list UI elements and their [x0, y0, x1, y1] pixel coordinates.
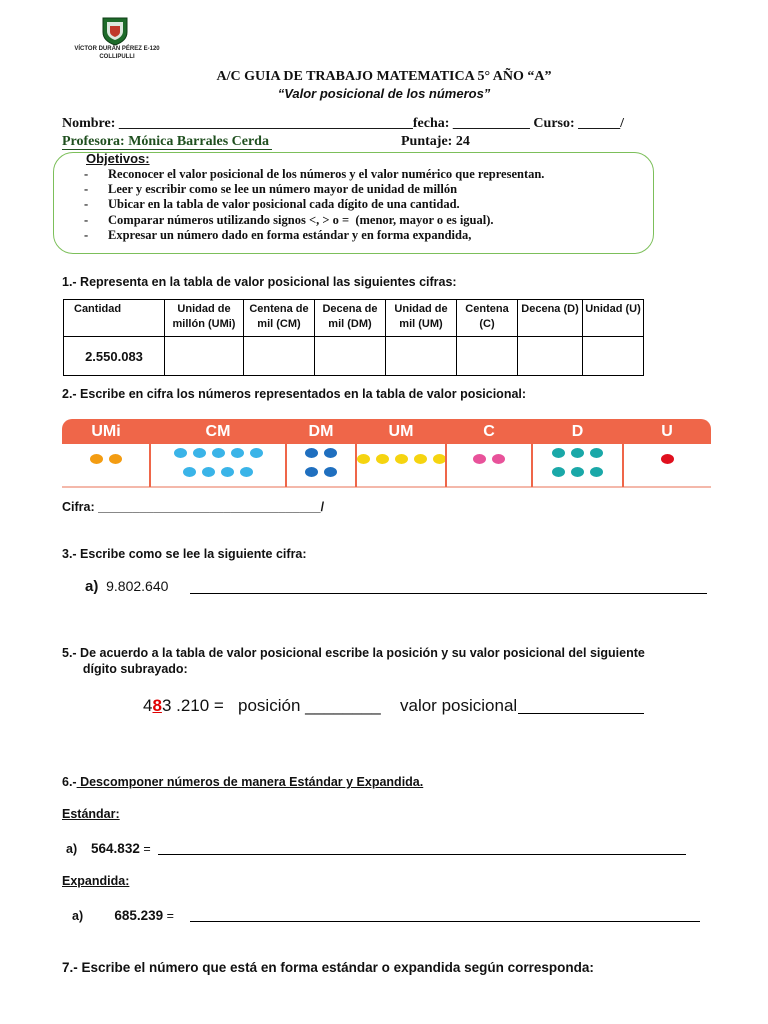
- chart-column-separator: [531, 419, 533, 487]
- profesora-name: Mónica Barrales Cerda: [128, 134, 273, 149]
- chart-column-label: UM: [388, 423, 414, 440]
- question-3: 3.- Escribe como se lee la siguiente cifra:: [62, 547, 307, 561]
- objective-item: - Leer y escribir como se lee un número mayor de unidad de millón: [84, 182, 458, 197]
- header-umi: Unidad de millón (UMi): [165, 300, 244, 337]
- chart-dot: [473, 454, 486, 464]
- objective-item: - Comparar números utilizando signos <, > o = (menor, mayor o es igual).: [84, 212, 494, 227]
- equals-sign: =: [163, 909, 178, 923]
- chart-dot: [174, 448, 187, 458]
- answer-cell-d[interactable]: [518, 337, 583, 376]
- school-name-line2: COLLIPULLI: [99, 54, 135, 60]
- document-subtitle: “Valor posicional de los números”: [277, 86, 491, 101]
- chart-dot: [231, 448, 244, 458]
- chart-column-separator: [355, 419, 357, 487]
- chart-dot: [305, 448, 318, 458]
- chart-dot: [376, 454, 389, 464]
- chart-column-separator: [445, 419, 447, 487]
- answer-cell-um[interactable]: [386, 337, 457, 376]
- number-suffix-posicion: 3 .210 = posición ________: [161, 696, 381, 715]
- question-5-line2: dígito subrayado:: [62, 662, 188, 676]
- chart-column-um: [356, 419, 446, 487]
- chart-dot: [183, 467, 196, 477]
- answer-cell-cm[interactable]: [244, 337, 315, 376]
- header-dm: Decena de mil (DM): [315, 300, 386, 337]
- expandida-heading: Expandida:: [62, 874, 130, 888]
- chart-column-label: DM: [308, 423, 334, 440]
- objective-item: - Ubicar en la tabla de valor posicional cada dígito de una cantidad.: [84, 197, 460, 212]
- puntaje: Puntaje: 24: [401, 134, 470, 149]
- header-cm: Centena de mil (CM): [244, 300, 315, 337]
- chart-dot: [357, 454, 370, 464]
- question-5-line1: 5.- De acuerdo a la tabla de valor posicional escribe la posición y su valor posicional del siguiente: [62, 646, 645, 660]
- chart-column-label: C: [483, 423, 495, 440]
- chart-column-u: [623, 419, 711, 487]
- chart-dot: [492, 454, 505, 464]
- chart-dot: [433, 454, 446, 464]
- objective-item: - Reconocer el valor posicional de los números y el valor numérico que representan.: [84, 167, 545, 181]
- chart-column-label: UMi: [91, 423, 121, 440]
- chart-dot: [552, 448, 565, 458]
- answer-line[interactable]: [190, 921, 700, 922]
- chart-column-d: [532, 419, 623, 487]
- answer-line[interactable]: [190, 593, 707, 594]
- question-6: [62, 775, 423, 789]
- objective-item: - Expresar un número dado en forma estándar y en forma expandida,: [84, 227, 472, 242]
- estandar-heading: Estándar:: [62, 807, 120, 821]
- nombre-fecha-curso-line: Nombre: __________________________________________fecha: ___________ Curso: ______/: [62, 116, 625, 131]
- estandar-item: [66, 841, 151, 856]
- chart-column-label: D: [571, 423, 584, 440]
- question-6-number: 6.-: [62, 775, 77, 789]
- chart-dot: [414, 454, 427, 464]
- document-title: A/C GUIA DE TRABAJO MATEMATICA 5° AÑO “A”: [216, 69, 552, 84]
- chart-dot: [221, 467, 234, 477]
- answer-cell-c[interactable]: [457, 337, 518, 376]
- chart-dot: [305, 467, 318, 477]
- chart-dot: [571, 448, 584, 458]
- chart-column-dm: [286, 419, 356, 487]
- chart-dot: [324, 467, 337, 477]
- chart-dot: [212, 448, 225, 458]
- underlined-digit-number: [143, 696, 381, 716]
- school-name-line1: VÍCTOR DURÁN PÉREZ E-120: [74, 46, 160, 52]
- answer-line[interactable]: [158, 854, 686, 855]
- valor-posicional-label: valor posicional: [400, 696, 522, 715]
- chart-column-label: CM: [205, 423, 231, 440]
- header-c: Centena (C): [457, 300, 518, 337]
- question-1: 1.- Representa en la tabla de valor posicional las siguientes cifras:: [62, 275, 457, 289]
- chart-dot: [250, 448, 263, 458]
- chart-dot: [240, 467, 253, 477]
- chart-dot: [202, 467, 215, 477]
- chart-column-separator: [285, 419, 287, 487]
- profesora-label: Profesora:: [62, 134, 129, 149]
- question-3a: [85, 578, 168, 595]
- expandida-item: [72, 908, 177, 923]
- question-2: 2.- Escribe en cifra los números representados en la tabla de valor posicional:: [62, 387, 527, 401]
- underlined-digit: 8: [152, 696, 162, 715]
- item-label: a): [66, 842, 78, 856]
- chart-column-umi: [62, 419, 150, 487]
- place-value-table: [63, 299, 644, 376]
- question-7: 7.- Escribe el número que está en forma estándar o expandida según corresponda:: [62, 960, 594, 975]
- cifra-answer-line: Cifra: ________________________________/: [62, 500, 325, 514]
- item-label: a): [72, 909, 84, 923]
- chart-dot: [90, 454, 103, 464]
- chart-dot: [571, 467, 584, 477]
- header-d: Decena (D): [518, 300, 583, 337]
- objectives-list: [84, 167, 544, 243]
- chart-dot: [324, 448, 337, 458]
- header-cantidad: Cantidad: [64, 300, 165, 337]
- place-value-dot-chart: [62, 419, 711, 487]
- item-value: 685.239: [114, 908, 164, 923]
- number-prefix: 4: [143, 696, 153, 715]
- chart-dot: [395, 454, 408, 464]
- valor-posicional-answer-line[interactable]: [518, 713, 644, 714]
- question-5: [62, 645, 645, 677]
- objectives-title: Objetivos:: [86, 151, 150, 166]
- cantidad-value: 2.550.083: [64, 337, 165, 376]
- answer-cell-umi[interactable]: [165, 337, 244, 376]
- chart-column-cm: [150, 419, 286, 487]
- chart-column-separator: [622, 419, 624, 487]
- answer-cell-u[interactable]: [583, 337, 644, 376]
- chart-column-separator: [149, 419, 151, 487]
- question-6-text: Descomponer números de manera Estándar y Expandida.: [76, 775, 424, 789]
- chart-dot: [193, 448, 206, 458]
- item-value: 9.802.640: [106, 578, 169, 594]
- item-value: 564.832: [91, 841, 140, 856]
- header-um: Unidad de mil (UM): [386, 300, 457, 337]
- table-header-row: [64, 300, 644, 337]
- profesora-line: [62, 134, 272, 150]
- school-logo: [100, 16, 130, 46]
- equals-sign: =: [139, 842, 151, 856]
- chart-column-label: U: [661, 423, 673, 440]
- chart-dot: [661, 454, 674, 464]
- chart-dot: [109, 454, 122, 464]
- chart-dot: [552, 467, 565, 477]
- school-name: [58, 45, 176, 61]
- chart-dot: [590, 448, 603, 458]
- header-u: Unidad (U): [583, 300, 644, 337]
- answer-cell-dm[interactable]: [315, 337, 386, 376]
- chart-dot: [590, 467, 603, 477]
- table-row: [64, 337, 644, 376]
- chart-column-c: [446, 419, 532, 487]
- item-label: a): [85, 578, 99, 595]
